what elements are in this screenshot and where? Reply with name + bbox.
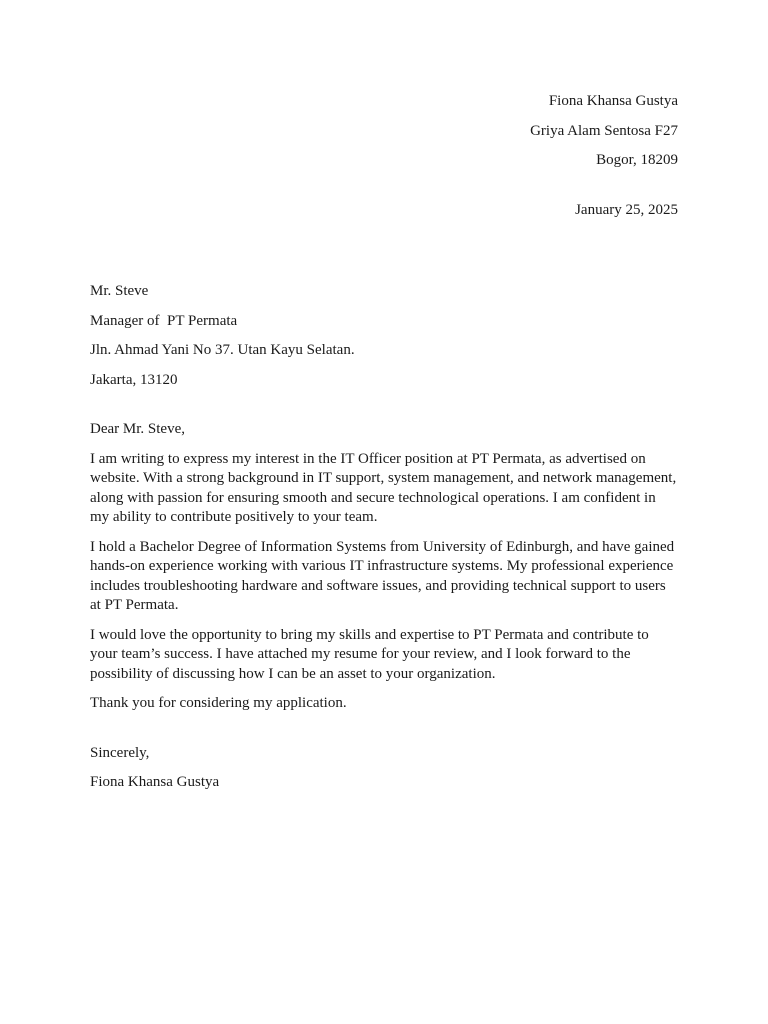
sender-address-line2: Bogor, 18209 xyxy=(596,152,678,168)
body-paragraph-4: Thank you for considering my application. xyxy=(90,695,347,711)
salutation: Dear Mr. Steve, xyxy=(90,421,185,437)
sender-name: Fiona Khansa Gustya xyxy=(548,93,678,109)
letter-date: January 25, 2025 xyxy=(575,201,678,218)
body-paragraph-1: I am writing to express my interest in the IT Officer position at PT Permata, as advertised on website. With a strong background in IT support, system management, and network management, along with passion for ensuring smooth and secure technological operations. I am confident in my ability to contribute positively to your team. xyxy=(90,450,677,525)
valediction: Sincerely, xyxy=(90,744,150,761)
sender-block xyxy=(90,92,678,171)
recipient-name: Mr. Steve xyxy=(90,283,149,299)
recipient-street: Jln. Ahmad Yani No 37. Utan Kayu Selatan. xyxy=(90,342,355,358)
body-paragraph-3: I would love the opportunity to bring my skills and expertise to PT Permata and contribute to your team’s success. I have attached my resume for your review, and I look forward to the possibility of discussing how I can be an asset to your organization. xyxy=(90,626,649,682)
letter-body xyxy=(90,450,678,714)
recipient-city: Jakarta, 13120 xyxy=(90,371,178,388)
recipient-block xyxy=(90,282,678,390)
body-paragraph-2: I hold a Bachelor Degree of Information Systems from University of Edinburgh, and have gained hands-on experience working with various IT infrastructure systems. My professional experience includes troubleshooting hardware and software issues, and providing technical support to users at PT Permata. xyxy=(90,538,675,613)
signature-name: Fiona Khansa Gustya xyxy=(90,774,220,790)
closing-block xyxy=(90,744,678,793)
recipient-title: Manager of PT Permata xyxy=(90,312,238,329)
sender-address-line1: Griya Alam Sentosa F27 xyxy=(530,122,678,139)
